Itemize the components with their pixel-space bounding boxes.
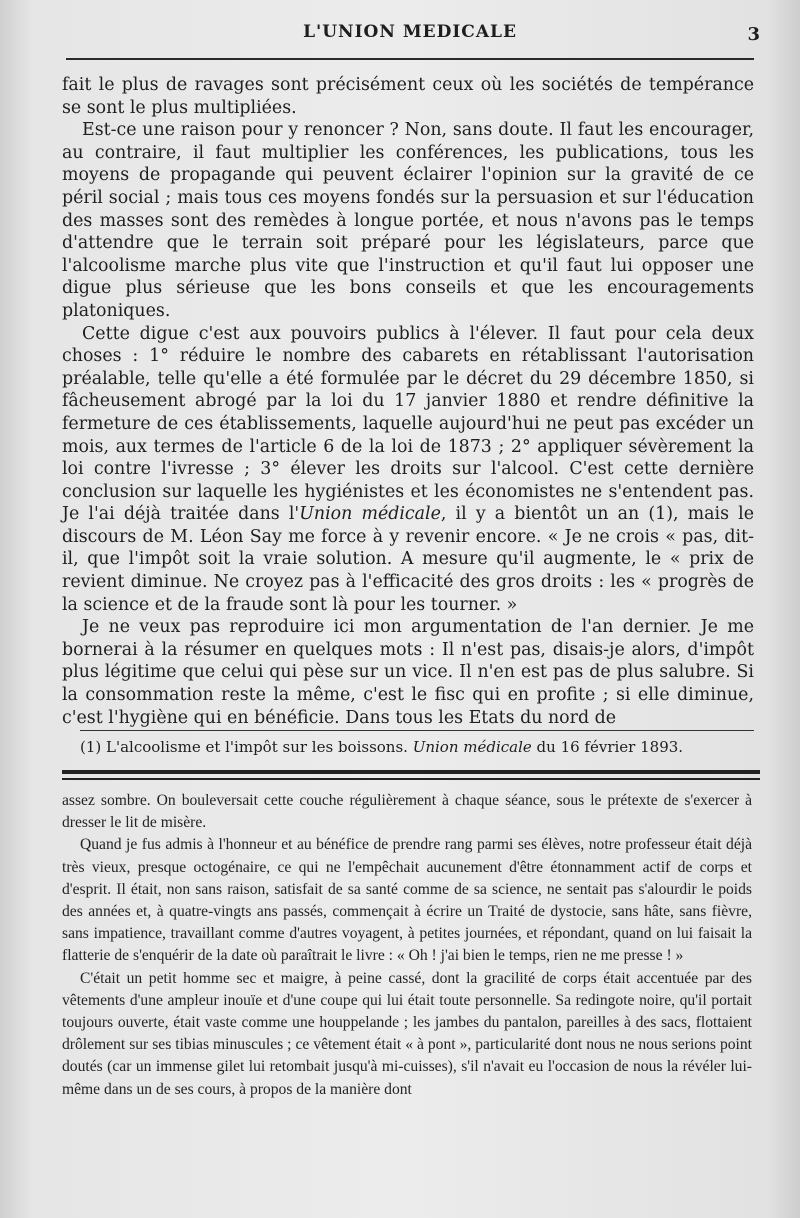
feuilleton-paragraph-1: assez sombre. On bouleversait cette couche régulièrement à chaque séance, sous le prétexte de s'exercer à dresser le lit de misère.: [62, 792, 752, 832]
feuilleton-paragraph-3: C'était un petit homme sec et maigre, à peine cassé, dont la gracilité de corps était accentuée par des vêtements d'une ampleur inouïe et d'une coupe qui lui était toute personnelle. Sa redingote noire, qu'il portait toujours ouverte, était vaste comme une houppelande ; les jambes du pantalon, pareilles à des sacs, flottaient drôlement sur ses tibias minuscules ; ce vêtement était « à pont », particularité dont nous ne nous serions point doutés (car un immense gilet lui retombait jusqu'à mi-cuisses), s'il n'avait eu l'occasion de nous la révéler lui-même dans un de ses cours, à propos de la manière dont: [62, 969, 752, 1098]
footnote-text-b: du 16 février 1893.: [531, 738, 684, 756]
main-article: [62, 74, 754, 729]
footnote-text-a: (1) L'alcoolisme et l'impôt sur les boissons.: [80, 738, 413, 756]
paragraph-4: Je ne veux pas reproduire ici mon argumentation de l'an dernier. Je me bornerai à la résumer en quelques mots : Il n'est pas, disais-je alors, d'impôt plus légitime que celui qui pèse sur un vice. Il n'en est pas de plus salubre. Si la consommation reste la même, c'est le fisc qui en profite ; si elle diminue, c'est l'hygiène qui en bénéficie. Dans tous les Etats du nord de: [62, 617, 754, 728]
paragraph-2: Est-ce une raison pour y renoncer ? Non, sans doute. Il faut les encourager, au contraire, il faut multiplier les conférences, les publications, tous les moyens de propagande qui peuvent éclairer l'opinion sur la gravité de ce péril social ; mais tous ces moyens fondés sur la persuasion et sur l'éducation des masses sont des remèdes à longue portée, et nous n'avons pas le temps d'attendre que le terrain soit préparé pour les législateurs, parce que l'alcoolisme marche plus vite que l'instruction et qu'il faut lui opposer une digue plus sérieuse que les bons conseils et que les encouragements platoniques.: [62, 120, 754, 321]
paragraph-3-part-b: , il y a bientôt un an (1), mais le discours de M. Léon Say me force à y revenir encore. « Je ne crois « pas, dit-il, que l'impôt soit la vraie solution. A mesure qu'il augmente, le « prix de revient diminue. Ne croyez pas à l'efficacité des gros droits : les « progrès de la science et de la fraude sont là pour les tourner. »: [62, 504, 754, 615]
footnote-journal: Union médicale: [412, 738, 532, 756]
feuilleton-paragraph-2: Quand je fus admis à l'honneur et au bénéfice de prendre rang parmi ses élèves, notre professeur était déjà très vieux, presque octogénaire, ce qui ne l'empêchait aucunement d'être étonnamment actif de corps et d'esprit. Il était, non sans raison, satisfait de sa santé comme de sa science, ne sentait pas s'alourdir le poids des années et, à quatre-vingts ans passés, commençait à écrire un Traité de dystocie, sans hâte, sans fièvre, sans impatience, travaillant comme d'autres voyagent, à petites journées, et répondant, quand on lui faisait la flatterie de s'enquérir de la date où paraîtrait le livre : « Oh ! j'ai bien le temps, rien ne me presse ! »: [62, 836, 752, 965]
section-separator-thin: [62, 778, 760, 780]
paragraph-1: fait le plus de ravages sont précisément ceux où les sociétés de tempérance se sont le plus multipliées.: [62, 75, 754, 118]
page-number: 3: [747, 24, 760, 45]
header-rule: [66, 58, 754, 60]
page-header: [60, 22, 760, 52]
journal-title: Union médicale: [299, 504, 441, 525]
running-title: L'UNION MEDICALE: [303, 22, 517, 42]
footnote: [80, 737, 760, 757]
feuilleton-text: [62, 790, 752, 1101]
footnote-rule: [80, 730, 754, 731]
paragraph-3: [62, 323, 754, 617]
paragraph-3-part-a: Cette digue c'est aux pouvoirs publics à l'élever. Il faut pour cela deux choses : 1° réduire le nombre des cabarets en rétablissant l'autorisation préalable, telle qu'elle a été formulée par le décret du 29 décembre 1850, si fâcheusement abrogé par la loi du 17 janvier 1880 et rendre définitive la fermeture de ces établissements, laquelle aujourd'hui ne peut pas excéder un mois, aux termes de l'article 6 de la loi de 1873 ; 2° appliquer sévèrement la loi contre l'ivresse ; 3° élever les droits sur l'alcool. C'est cette dernière conclusion sur laquelle les hygiénistes et les économistes ne s'entendent pas. Je l'ai déjà traitée dans l': [62, 323, 754, 525]
section-separator-thick: [62, 770, 760, 774]
